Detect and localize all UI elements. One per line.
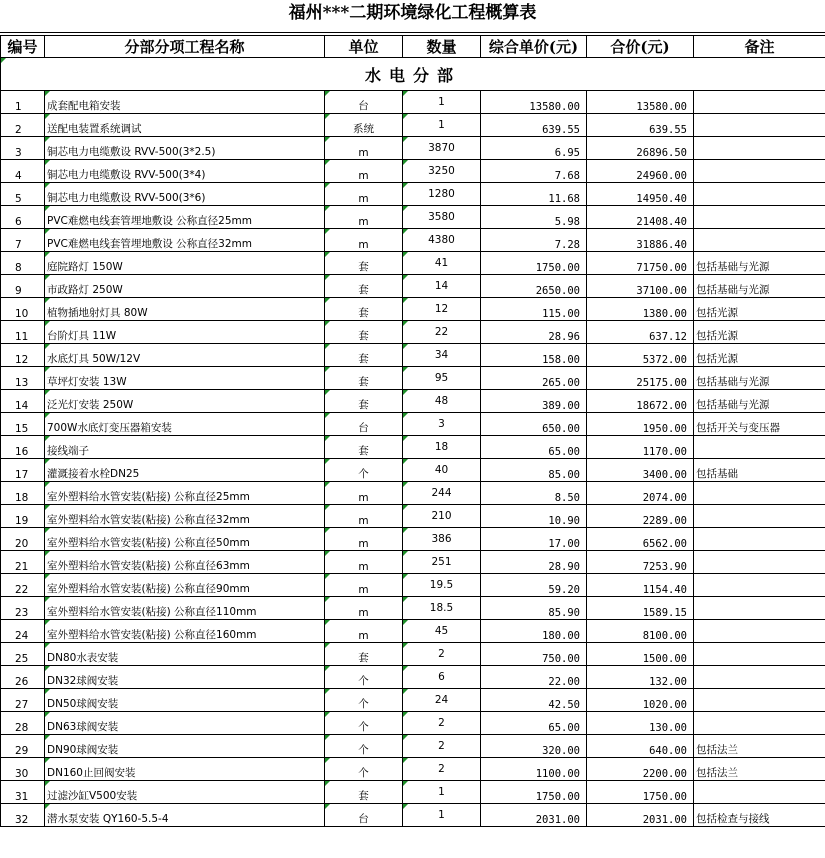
row-qty-cell[interactable]: 34 (403, 344, 481, 367)
row-note-cell[interactable]: 包括光源 (694, 344, 825, 367)
table-row (1, 758, 825, 781)
row-qty-cell[interactable]: 40 (403, 459, 481, 482)
table-row (1, 344, 825, 367)
row-no-cell[interactable]: 3 (1, 137, 45, 160)
row-price-cell[interactable]: 389.00 (481, 390, 587, 413)
table-row (1, 390, 825, 413)
sheet-title: 福州***二期环境绿化工程概算表 (0, 0, 825, 33)
table-row (1, 804, 825, 827)
row-qty-cell[interactable]: 1 (403, 91, 481, 114)
row-total-cell[interactable]: 1950.00 (587, 413, 694, 436)
row-qty-cell[interactable]: 3870 (403, 137, 481, 160)
row-price-cell[interactable]: 42.50 (481, 689, 587, 712)
row-unit-cell[interactable]: 套 (325, 781, 403, 804)
row-qty-cell[interactable]: 386 (403, 528, 481, 551)
table-row (1, 666, 825, 689)
table-row (1, 229, 825, 252)
row-qty-cell[interactable]: 251 (403, 551, 481, 574)
row-total-cell[interactable]: 14950.40 (587, 183, 694, 206)
table-row (1, 482, 825, 505)
row-name-cell[interactable]: 室外塑料给水管安装(粘接) 公称直径90mm (45, 574, 325, 597)
row-qty-cell[interactable]: 41 (403, 252, 481, 275)
row-unit-cell[interactable]: m (325, 206, 403, 229)
row-total-cell[interactable]: 2031.00 (587, 804, 694, 827)
row-name-cell[interactable]: 市政路灯 250W (45, 275, 325, 298)
row-total-cell[interactable]: 639.55 (587, 114, 694, 137)
row-total-cell[interactable]: 18672.00 (587, 390, 694, 413)
row-note-cell[interactable] (694, 137, 825, 160)
row-unit-cell[interactable]: 台 (325, 413, 403, 436)
row-price-cell[interactable]: 158.00 (481, 344, 587, 367)
row-no-cell[interactable]: 11 (1, 321, 45, 344)
row-note-cell[interactable]: 包括基础与光源 (694, 367, 825, 390)
table-row (1, 643, 825, 666)
row-price-cell[interactable]: 13580.00 (481, 91, 587, 114)
row-note-cell[interactable] (694, 689, 825, 712)
row-note-cell[interactable] (694, 597, 825, 620)
row-name-cell[interactable]: PVC难燃电线套管埋地敷设 公称直径32mm (45, 229, 325, 252)
row-note-cell[interactable] (694, 666, 825, 689)
header-no[interactable]: 编号 (1, 36, 45, 58)
row-no-cell[interactable]: 27 (1, 689, 45, 712)
row-note-cell[interactable]: 包括法兰 (694, 758, 825, 781)
row-qty-cell[interactable]: 19.5 (403, 574, 481, 597)
row-qty-cell[interactable]: 95 (403, 367, 481, 390)
row-price-cell[interactable]: 639.55 (481, 114, 587, 137)
row-price-cell[interactable]: 2650.00 (481, 275, 587, 298)
table-row (1, 321, 825, 344)
row-note-cell[interactable] (694, 229, 825, 252)
row-total-cell[interactable]: 7253.90 (587, 551, 694, 574)
row-name-cell[interactable]: 铜芯电力电缆敷设 RVV-500(3*2.5) (45, 137, 325, 160)
row-no-cell[interactable]: 22 (1, 574, 45, 597)
row-name-cell[interactable]: 铜芯电力电缆敷设 RVV-500(3*6) (45, 183, 325, 206)
row-note-cell[interactable] (694, 781, 825, 804)
row-no-cell[interactable]: 5 (1, 183, 45, 206)
row-no-cell[interactable]: 19 (1, 505, 45, 528)
table-row (1, 689, 825, 712)
table-row (1, 574, 825, 597)
row-unit-cell[interactable]: m (325, 160, 403, 183)
row-no-cell[interactable]: 2 (1, 114, 45, 137)
row-name-cell[interactable]: DN90球阀安装 (45, 735, 325, 758)
row-no-cell[interactable]: 9 (1, 275, 45, 298)
row-qty-cell[interactable]: 2 (403, 758, 481, 781)
row-note-cell[interactable] (694, 528, 825, 551)
table-row (1, 367, 825, 390)
row-unit-cell[interactable]: 台 (325, 804, 403, 827)
row-qty-cell[interactable]: 2 (403, 712, 481, 735)
row-no-cell[interactable]: 4 (1, 160, 45, 183)
row-name-cell[interactable]: 室外塑料给水管安装(粘接) 公称直径50mm (45, 528, 325, 551)
row-qty-cell[interactable]: 3580 (403, 206, 481, 229)
section-title[interactable]: 水电分部 (1, 58, 825, 91)
row-name-cell[interactable]: 灌溉接着水栓DN25 (45, 459, 325, 482)
table-row (1, 183, 825, 206)
row-name-cell[interactable]: 室外塑料给水管安装(粘接) 公称直径63mm (45, 551, 325, 574)
row-total-cell[interactable]: 5372.00 (587, 344, 694, 367)
row-no-cell[interactable]: 26 (1, 666, 45, 689)
row-total-cell[interactable]: 25175.00 (587, 367, 694, 390)
row-name-cell[interactable]: DN32球阀安装 (45, 666, 325, 689)
row-total-cell[interactable]: 2289.00 (587, 505, 694, 528)
row-name-cell[interactable]: 过滤沙缸V500安装 (45, 781, 325, 804)
row-no-cell[interactable]: 1 (1, 91, 45, 114)
table-row (1, 252, 825, 275)
row-note-cell[interactable] (694, 551, 825, 574)
table-row (1, 298, 825, 321)
row-unit-cell[interactable]: 套 (325, 275, 403, 298)
row-unit-cell[interactable]: m (325, 137, 403, 160)
row-price-cell[interactable]: 1100.00 (481, 758, 587, 781)
row-unit-cell[interactable]: 个 (325, 666, 403, 689)
row-unit-cell[interactable]: 个 (325, 689, 403, 712)
row-qty-cell[interactable]: 6 (403, 666, 481, 689)
row-note-cell[interactable]: 包括基础与光源 (694, 252, 825, 275)
table-row (1, 436, 825, 459)
row-price-cell[interactable]: 17.00 (481, 528, 587, 551)
row-total-cell[interactable]: 3400.00 (587, 459, 694, 482)
row-price-cell[interactable]: 115.00 (481, 298, 587, 321)
row-total-cell[interactable]: 1170.00 (587, 436, 694, 459)
row-total-cell[interactable]: 37100.00 (587, 275, 694, 298)
row-qty-cell[interactable]: 4380 (403, 229, 481, 252)
table-row (1, 505, 825, 528)
row-total-cell[interactable]: 637.12 (587, 321, 694, 344)
row-note-cell[interactable]: 包括基础与光源 (694, 390, 825, 413)
row-name-cell[interactable]: 室外塑料给水管安装(粘接) 公称直径110mm (45, 597, 325, 620)
row-no-cell[interactable]: 12 (1, 344, 45, 367)
row-qty-cell[interactable]: 2 (403, 735, 481, 758)
row-name-cell[interactable]: 接线端子 (45, 436, 325, 459)
row-total-cell[interactable]: 31886.40 (587, 229, 694, 252)
row-note-cell[interactable]: 包括光源 (694, 298, 825, 321)
row-unit-cell[interactable]: 系统 (325, 114, 403, 137)
row-unit-cell[interactable]: m (325, 574, 403, 597)
row-name-cell[interactable]: 室外塑料给水管安装(粘接) 公称直径160mm (45, 620, 325, 643)
row-note-cell[interactable]: 包括基础 (694, 459, 825, 482)
row-qty-cell[interactable]: 45 (403, 620, 481, 643)
row-price-cell[interactable]: 22.00 (481, 666, 587, 689)
row-no-cell[interactable]: 31 (1, 781, 45, 804)
row-qty-cell[interactable]: 1 (403, 114, 481, 137)
header-unit[interactable]: 单位 (325, 36, 403, 58)
section-row (1, 58, 825, 91)
row-no-cell[interactable]: 7 (1, 229, 45, 252)
row-price-cell[interactable]: 180.00 (481, 620, 587, 643)
row-note-cell[interactable] (694, 505, 825, 528)
row-price-cell[interactable]: 28.96 (481, 321, 587, 344)
row-price-cell[interactable]: 320.00 (481, 735, 587, 758)
row-no-cell[interactable]: 24 (1, 620, 45, 643)
row-unit-cell[interactable]: m (325, 597, 403, 620)
row-note-cell[interactable] (694, 482, 825, 505)
row-unit-cell[interactable]: 台 (325, 91, 403, 114)
row-total-cell[interactable]: 71750.00 (587, 252, 694, 275)
row-name-cell[interactable]: 室外塑料给水管安装(粘接) 公称直径32mm (45, 505, 325, 528)
row-no-cell[interactable]: 29 (1, 735, 45, 758)
row-name-cell[interactable]: 草坪灯安装 13W (45, 367, 325, 390)
row-no-cell[interactable]: 25 (1, 643, 45, 666)
row-no-cell[interactable]: 21 (1, 551, 45, 574)
row-unit-cell[interactable]: 套 (325, 252, 403, 275)
table-row (1, 114, 825, 137)
table-row (1, 735, 825, 758)
table-row (1, 551, 825, 574)
row-note-cell[interactable] (694, 620, 825, 643)
row-no-cell[interactable]: 20 (1, 528, 45, 551)
row-name-cell[interactable]: 成套配电箱安装 (45, 91, 325, 114)
row-unit-cell[interactable]: 个 (325, 459, 403, 482)
row-name-cell[interactable]: 送配电装置系统调试 (45, 114, 325, 137)
table-row (1, 528, 825, 551)
row-unit-cell[interactable]: m (325, 505, 403, 528)
row-no-cell[interactable]: 6 (1, 206, 45, 229)
row-name-cell[interactable]: DN63球阀安装 (45, 712, 325, 735)
row-price-cell[interactable]: 85.90 (481, 597, 587, 620)
row-name-cell[interactable]: DN50球阀安装 (45, 689, 325, 712)
row-qty-cell[interactable]: 18 (403, 436, 481, 459)
row-note-cell[interactable] (694, 91, 825, 114)
row-note-cell[interactable] (694, 436, 825, 459)
row-unit-cell[interactable]: 套 (325, 367, 403, 390)
row-no-cell[interactable]: 16 (1, 436, 45, 459)
row-price-cell[interactable]: 750.00 (481, 643, 587, 666)
row-note-cell[interactable] (694, 183, 825, 206)
row-note-cell[interactable] (694, 712, 825, 735)
table-row (1, 597, 825, 620)
row-total-cell[interactable]: 21408.40 (587, 206, 694, 229)
header-total[interactable]: 合价(元) (587, 36, 694, 58)
row-price-cell[interactable]: 265.00 (481, 367, 587, 390)
row-unit-cell[interactable]: 个 (325, 758, 403, 781)
table-row (1, 206, 825, 229)
row-note-cell[interactable]: 包括法兰 (694, 735, 825, 758)
row-unit-cell[interactable]: m (325, 229, 403, 252)
row-total-cell[interactable]: 1020.00 (587, 689, 694, 712)
row-price-cell[interactable]: 28.90 (481, 551, 587, 574)
row-note-cell[interactable] (694, 574, 825, 597)
row-unit-cell[interactable]: 套 (325, 643, 403, 666)
row-name-cell[interactable]: 铜芯电力电缆敷设 RVV-500(3*4) (45, 160, 325, 183)
row-no-cell[interactable]: 32 (1, 804, 45, 827)
row-total-cell[interactable]: 2200.00 (587, 758, 694, 781)
row-name-cell[interactable]: 植物插地射灯具 80W (45, 298, 325, 321)
row-name-cell[interactable]: 水底灯具 50W/12V (45, 344, 325, 367)
row-total-cell[interactable]: 130.00 (587, 712, 694, 735)
row-unit-cell[interactable]: 套 (325, 436, 403, 459)
table-row (1, 160, 825, 183)
row-price-cell[interactable]: 8.50 (481, 482, 587, 505)
header-price[interactable]: 综合单价(元) (481, 36, 587, 58)
table-row (1, 459, 825, 482)
table-row (1, 137, 825, 160)
row-qty-cell[interactable]: 24 (403, 689, 481, 712)
header-row (1, 36, 825, 58)
header-qty[interactable]: 数量 (403, 36, 481, 58)
row-price-cell[interactable]: 7.28 (481, 229, 587, 252)
row-total-cell[interactable]: 13580.00 (587, 91, 694, 114)
row-unit-cell[interactable]: 套 (325, 298, 403, 321)
row-no-cell[interactable]: 17 (1, 459, 45, 482)
row-note-cell[interactable] (694, 114, 825, 137)
row-unit-cell[interactable]: m (325, 620, 403, 643)
table-row (1, 275, 825, 298)
row-no-cell[interactable]: 30 (1, 758, 45, 781)
row-total-cell[interactable]: 1380.00 (587, 298, 694, 321)
row-name-cell[interactable]: 台阶灯具 11W (45, 321, 325, 344)
row-qty-cell[interactable]: 22 (403, 321, 481, 344)
row-note-cell[interactable] (694, 206, 825, 229)
row-qty-cell[interactable]: 3 (403, 413, 481, 436)
row-qty-cell[interactable]: 12 (403, 298, 481, 321)
row-note-cell[interactable]: 包括检查与接线 (694, 804, 825, 827)
row-total-cell[interactable]: 26896.50 (587, 137, 694, 160)
row-no-cell[interactable]: 8 (1, 252, 45, 275)
row-total-cell[interactable]: 24960.00 (587, 160, 694, 183)
row-total-cell[interactable]: 1154.40 (587, 574, 694, 597)
row-note-cell[interactable]: 包括基础与光源 (694, 275, 825, 298)
header-note[interactable]: 备注 (694, 36, 825, 58)
row-no-cell[interactable]: 14 (1, 390, 45, 413)
row-qty-cell[interactable]: 210 (403, 505, 481, 528)
row-price-cell[interactable]: 10.90 (481, 505, 587, 528)
row-price-cell[interactable]: 6.95 (481, 137, 587, 160)
row-name-cell[interactable]: 室外塑料给水管安装(粘接) 公称直径25mm (45, 482, 325, 505)
row-note-cell[interactable] (694, 160, 825, 183)
row-total-cell[interactable]: 640.00 (587, 735, 694, 758)
row-total-cell[interactable]: 1750.00 (587, 781, 694, 804)
row-total-cell[interactable]: 1500.00 (587, 643, 694, 666)
row-unit-cell[interactable]: m (325, 183, 403, 206)
row-name-cell[interactable]: 庭院路灯 150W (45, 252, 325, 275)
estimate-table (0, 35, 825, 827)
row-no-cell[interactable]: 15 (1, 413, 45, 436)
row-name-cell[interactable]: 潜水泵安装 QY160-5.5-4 (45, 804, 325, 827)
row-unit-cell[interactable]: 个 (325, 712, 403, 735)
row-unit-cell[interactable]: m (325, 528, 403, 551)
row-price-cell[interactable]: 650.00 (481, 413, 587, 436)
row-price-cell[interactable]: 2031.00 (481, 804, 587, 827)
row-qty-cell[interactable]: 1 (403, 781, 481, 804)
row-price-cell[interactable]: 7.68 (481, 160, 587, 183)
row-price-cell[interactable]: 11.68 (481, 183, 587, 206)
table-row (1, 712, 825, 735)
row-price-cell[interactable]: 85.00 (481, 459, 587, 482)
row-name-cell[interactable]: 700W水底灯变压器箱安装 (45, 413, 325, 436)
row-note-cell[interactable] (694, 643, 825, 666)
table-row (1, 620, 825, 643)
row-total-cell[interactable]: 1589.15 (587, 597, 694, 620)
row-no-cell[interactable]: 13 (1, 367, 45, 390)
row-note-cell[interactable]: 包括开关与变压器 (694, 413, 825, 436)
row-qty-cell[interactable]: 1280 (403, 183, 481, 206)
row-total-cell[interactable]: 6562.00 (587, 528, 694, 551)
row-note-cell[interactable]: 包括光源 (694, 321, 825, 344)
row-no-cell[interactable]: 28 (1, 712, 45, 735)
row-unit-cell[interactable]: m (325, 482, 403, 505)
row-price-cell[interactable]: 1750.00 (481, 252, 587, 275)
row-qty-cell[interactable]: 14 (403, 275, 481, 298)
row-price-cell[interactable]: 65.00 (481, 436, 587, 459)
row-unit-cell[interactable]: 个 (325, 735, 403, 758)
row-no-cell[interactable]: 10 (1, 298, 45, 321)
row-name-cell[interactable]: DN80水表安装 (45, 643, 325, 666)
row-price-cell[interactable]: 59.20 (481, 574, 587, 597)
row-qty-cell[interactable]: 244 (403, 482, 481, 505)
header-name[interactable]: 分部分项工程名称 (45, 36, 325, 58)
row-name-cell[interactable]: 泛光灯安装 250W (45, 390, 325, 413)
row-qty-cell[interactable]: 18.5 (403, 597, 481, 620)
row-no-cell[interactable]: 23 (1, 597, 45, 620)
row-price-cell[interactable]: 1750.00 (481, 781, 587, 804)
row-unit-cell[interactable]: m (325, 551, 403, 574)
row-name-cell[interactable]: DN160止回阀安装 (45, 758, 325, 781)
row-qty-cell[interactable]: 48 (403, 390, 481, 413)
row-qty-cell[interactable]: 3250 (403, 160, 481, 183)
row-price-cell[interactable]: 65.00 (481, 712, 587, 735)
row-qty-cell[interactable]: 1 (403, 804, 481, 827)
row-unit-cell[interactable]: 套 (325, 321, 403, 344)
row-unit-cell[interactable]: 套 (325, 390, 403, 413)
row-total-cell[interactable]: 2074.00 (587, 482, 694, 505)
table-row (1, 413, 825, 436)
row-no-cell[interactable]: 18 (1, 482, 45, 505)
table-row (1, 91, 825, 114)
row-total-cell[interactable]: 132.00 (587, 666, 694, 689)
row-qty-cell[interactable]: 2 (403, 643, 481, 666)
row-unit-cell[interactable]: 套 (325, 344, 403, 367)
row-total-cell[interactable]: 8100.00 (587, 620, 694, 643)
row-name-cell[interactable]: PVC难燃电线套管埋地敷设 公称直径25mm (45, 206, 325, 229)
table-row (1, 781, 825, 804)
row-price-cell[interactable]: 5.98 (481, 206, 587, 229)
